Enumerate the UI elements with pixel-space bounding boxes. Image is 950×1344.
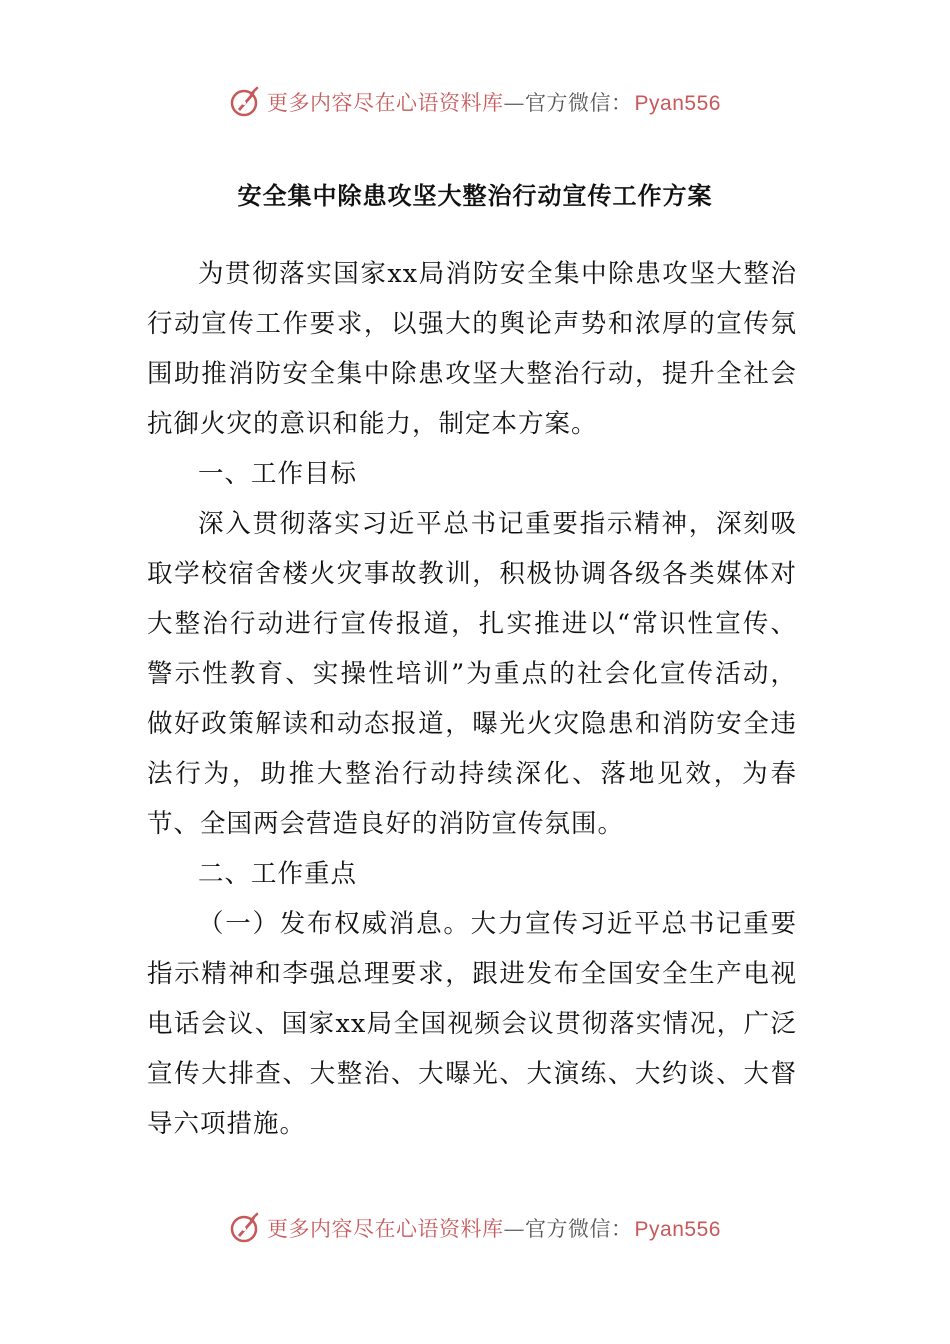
wechat-id: Pyan556: [634, 92, 721, 115]
wechat-label: 官方微信：: [525, 91, 633, 115]
section-heading-goals: 一、工作目标: [198, 459, 358, 489]
watermark-main-text: 更多内容尽在心语资料库: [267, 91, 504, 115]
header-watermark-banner: [0, 82, 950, 122]
watermark-text: [267, 87, 721, 117]
watermark-separator: —: [503, 1217, 526, 1241]
document-title: 安全集中除患攻坚大整治行动宣传工作方案: [237, 182, 713, 210]
document-body: [147, 249, 797, 1149]
pen-nib-circle-icon: [229, 85, 263, 119]
watermark-text: [267, 1213, 721, 1243]
paragraph-intro: 为贯彻落实国家xx局消防安全集中除患攻坚大整治行动宣传工作要求，以强大的舆论声势和浓厚的宣传氛围助推消防安全集中除患攻坚大整治行动，提升全社会抗御火灾的意识和能力，制定本方案。: [147, 259, 797, 439]
watermark-main-text: 更多内容尽在心语资料库: [267, 1217, 504, 1241]
wechat-label: 官方微信：: [525, 1217, 633, 1241]
paragraph-goals: 深入贯彻落实习近平总书记重要指示精神，深刻吸取学校宿舍楼火灾事故教训，积极协调各级各类媒体对大整治行动进行宣传报道，扎实推进以“常识性宣传、警示性教育、实操性培训”为重点的社会化宣传活动，做好政策解读和动态报道，曝光火灾隐患和消防安全违法行为，助推大整治行动持续深化、落地见效，为春节、全国两会营造良好的消防宣传氛围。: [147, 509, 797, 839]
section-heading-focus: 二、工作重点: [198, 859, 358, 889]
wechat-id: Pyan556: [634, 1218, 721, 1241]
paragraph-focus-1: （一）发布权威消息。大力宣传习近平总书记重要指示精神和李强总理要求，跟进发布全国安全生产电视电话会议、国家xx局全国视频会议贯彻落实情况，广泛宣传大排查、大整治、大曝光、大演练、大约谈、大督导六项措施。: [147, 909, 797, 1139]
pen-nib-circle-icon: [229, 1211, 263, 1245]
footer-watermark-banner: [0, 1208, 950, 1248]
watermark-separator: —: [503, 91, 526, 115]
